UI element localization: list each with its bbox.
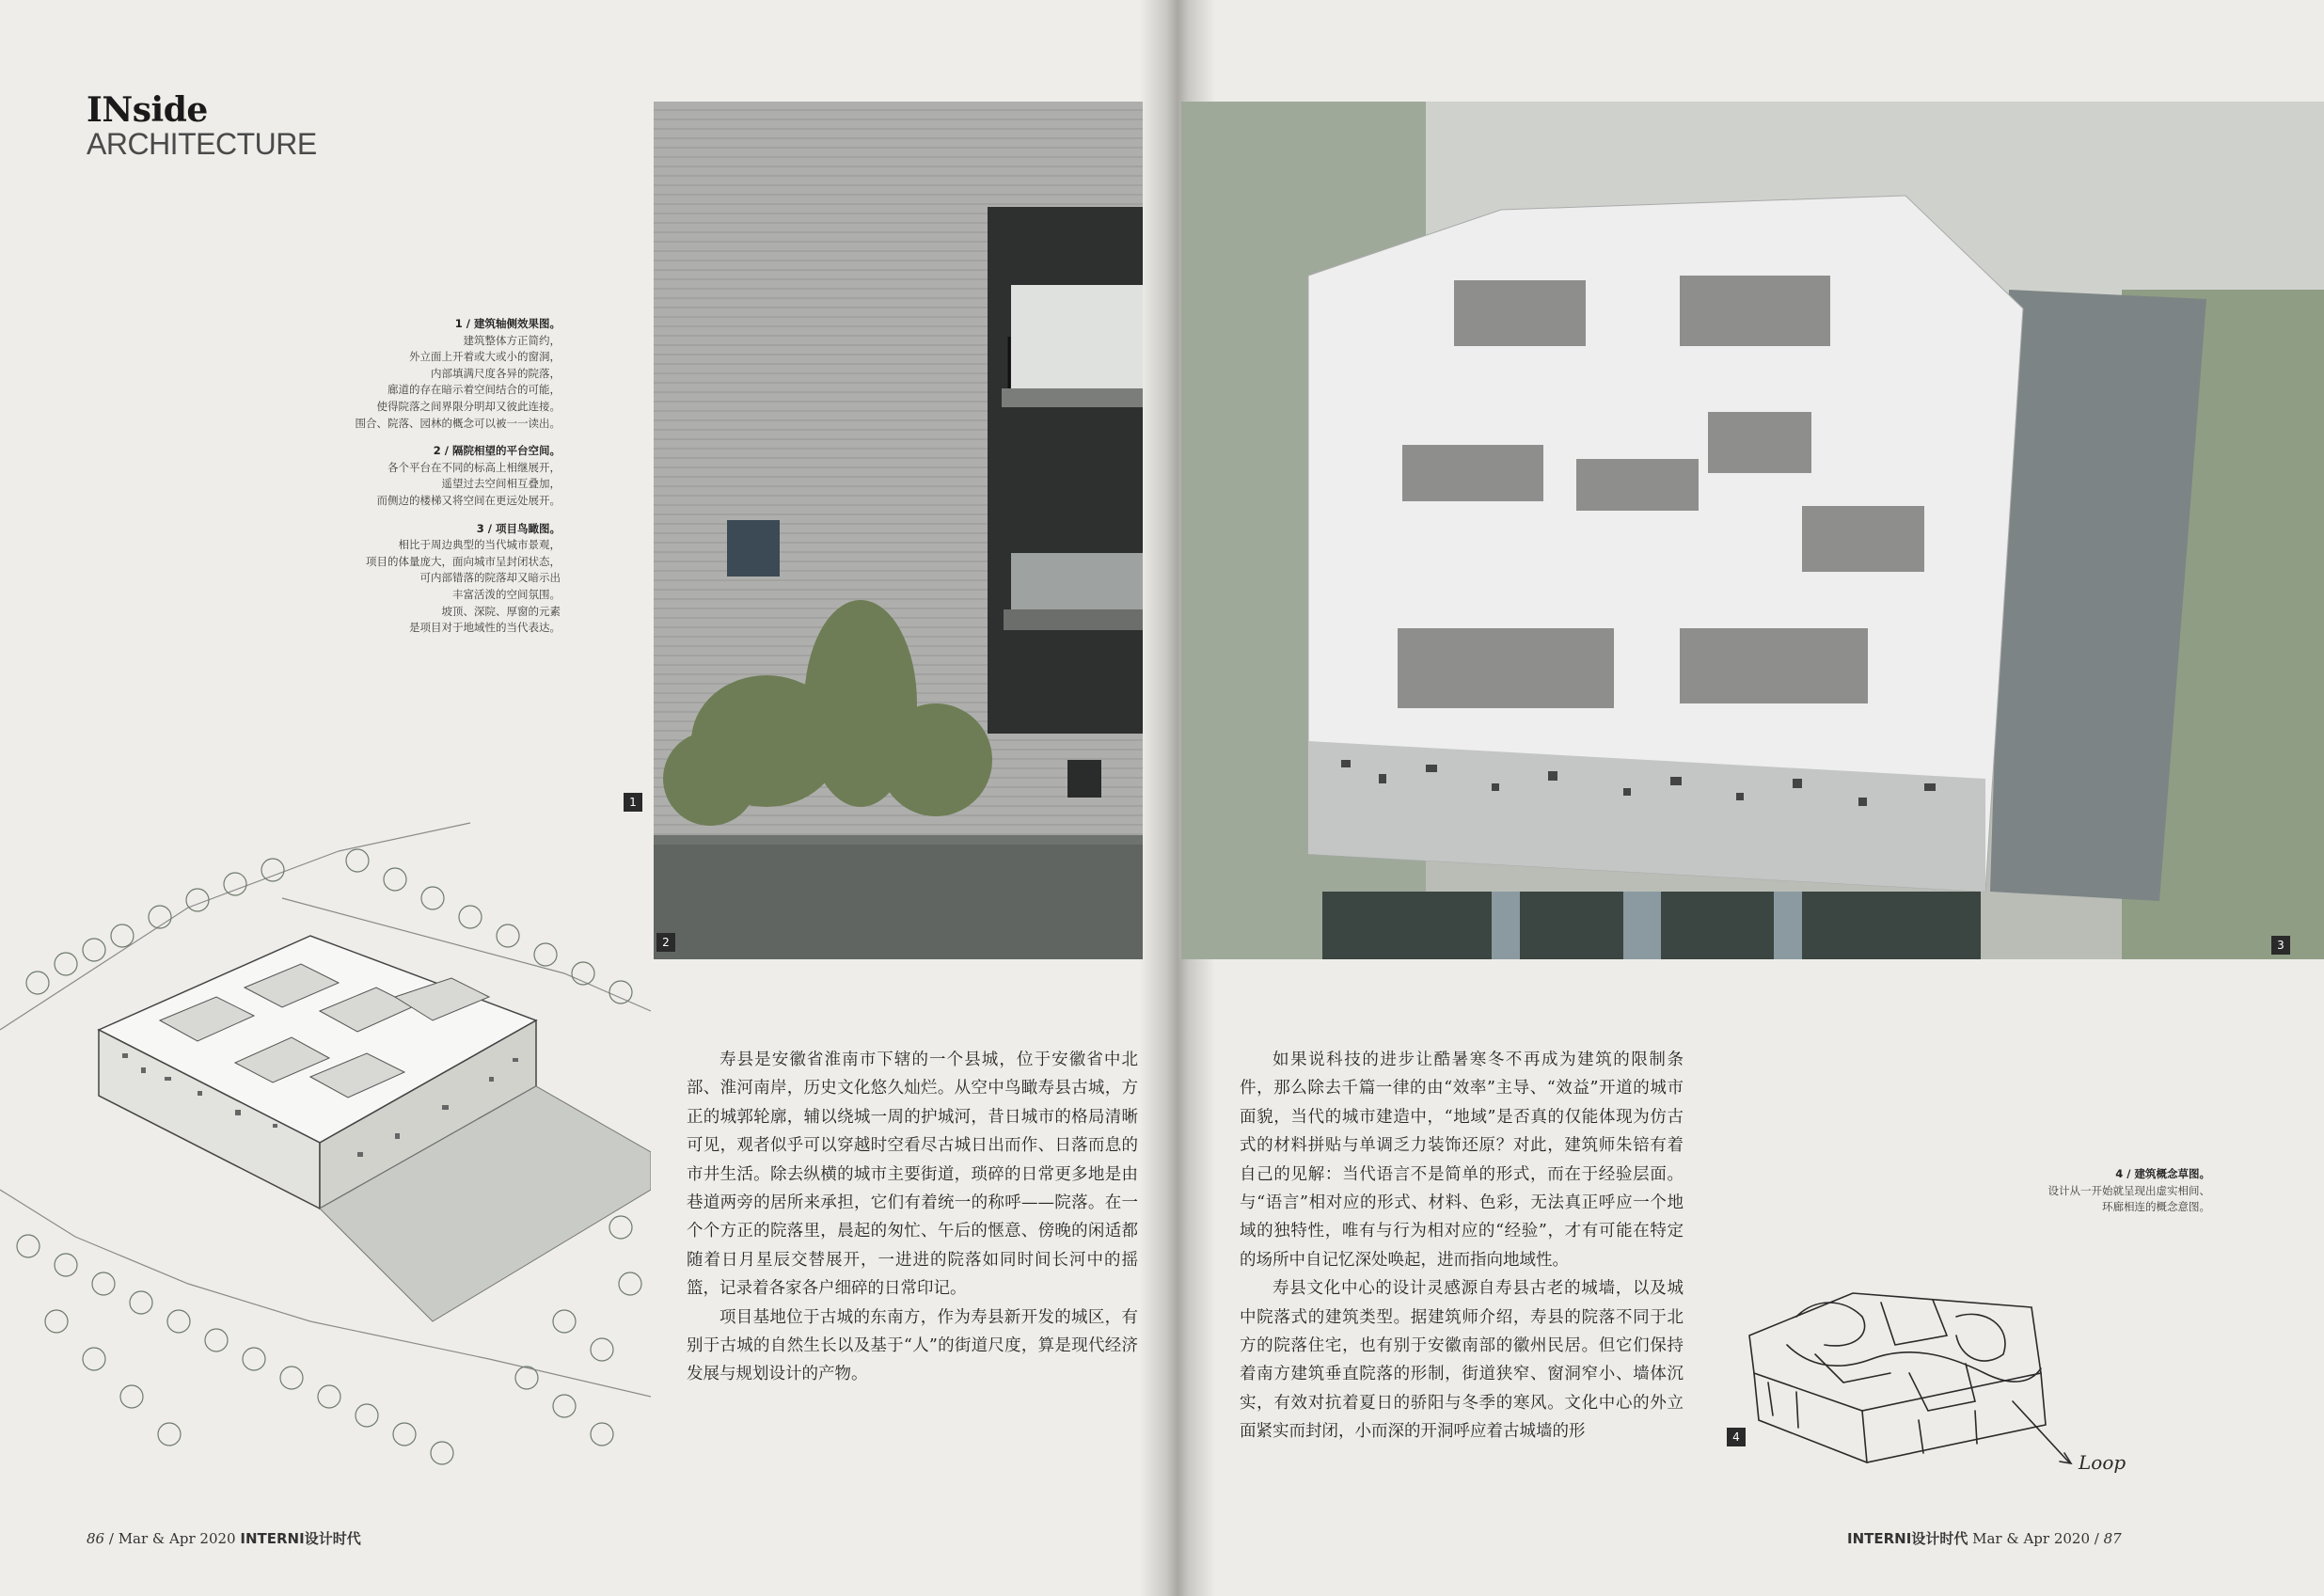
article-body-right bbox=[1240, 1046, 1684, 1446]
caption-line: 是项目对于地域性的当代表达。 bbox=[409, 621, 561, 635]
caption-line: 1 / 建筑轴侧效果图。 bbox=[454, 317, 561, 330]
caption-line: 围合、院落、园林的概念可以被一一读出。 bbox=[355, 416, 561, 430]
magazine-name-cn-right: 设计时代 bbox=[1911, 1530, 1968, 1547]
article-paragraph: 如果说科技的进步让酷暑寒冬不再成为建筑的限制条件，那么除去千篇一律的由“效率”主导、“效益”开道的城市面貌，当代的城市建造中，“地域”是否真的仅能体现为仿古式的材料拼贴与单调乏力装饰还原？对此，建筑师朱锫有着自己的见解：当代语言不是简单的形式，而在于经验层面。与“语言”相对应的形式、材料、色彩，无法真正呼应一个地域的独特性，唯有与行为相对应的“经验”，才有可能在特定的场所中自记忆深处唤起，进而指向地域性。 bbox=[1240, 1051, 1684, 1270]
caption-1 bbox=[282, 316, 561, 432]
caption-line: 2 / 隔院相望的平台空间。 bbox=[433, 444, 561, 458]
caption-line: 建筑整体方正简约， bbox=[463, 333, 561, 347]
caption-line: 丰富活泼的空间氛围。 bbox=[452, 587, 561, 601]
concept-sketch bbox=[1731, 1260, 2126, 1486]
page-number-left: 86 bbox=[87, 1530, 105, 1547]
caption-line: 环廊相连的概念意图。 bbox=[2102, 1200, 2210, 1214]
facade-photo bbox=[654, 102, 1143, 959]
photo-number-1: 1 bbox=[624, 793, 642, 812]
caption-line: 设计从一开始就呈现出虚实相间、 bbox=[2047, 1183, 2210, 1197]
caption-line: 相比于周边典型的当代城市景观， bbox=[398, 538, 561, 552]
sketch-loop-label: Loop bbox=[2079, 1451, 2126, 1474]
photo-number-2: 2 bbox=[656, 933, 675, 952]
article-body-left bbox=[687, 1046, 1138, 1389]
caption-3 bbox=[282, 521, 561, 637]
caption-line: 内部填满尺度各异的院落， bbox=[431, 366, 561, 380]
caption-line: 遥望过去空间相互叠加， bbox=[441, 477, 561, 491]
page-number-right: 87 bbox=[2103, 1530, 2122, 1547]
footer-left: 86 / Mar & Apr 2020 INTERNI设计时代 bbox=[87, 1530, 361, 1547]
caption-line: 而侧边的楼梯又将空间在更远处展开。 bbox=[376, 493, 561, 507]
issue-date-right: Mar & Apr 2020 bbox=[1972, 1530, 2091, 1547]
caption-line: 使得院落之间界限分明却又彼此连接。 bbox=[376, 399, 561, 413]
caption-2 bbox=[282, 443, 561, 509]
article-paragraph: 寿县是安徽省淮南市下辖的一个县城，位于安徽省中北部、淮河南岸，历史文化悠久灿烂。从空中鸟瞰寿县古城，方正的城郭轮廓，辅以绕城一周的护城河，昔日城市的格局清晰可见，观者似乎可以穿越时空看尽古城日出而作、日落而息的市井生活。除去纵横的城市主要街道，琐碎的日常更多地是由巷道两旁的居所来承担，它们有着统一的称呼——院落。在一个个方正的院落里，晨起的匆忙、午后的惬意、傍晚的闲适都随着日月星辰交替展开，一进进的院落如同时间长河中的摇篮，记录着各家各户细碎的日常印记。 bbox=[687, 1051, 1138, 1299]
section-title-inside: INside bbox=[87, 90, 208, 130]
magazine-name-left: INTERNI bbox=[240, 1530, 305, 1547]
aerial-photo bbox=[1181, 102, 2324, 959]
article-paragraph: 寿县文化中心的设计灵感源自寿县古老的城墙，以及城中院落式的建筑类型。据建筑师介绍，寿县的院落不同于北方的院落住宅，也有别于安徽南部的徽州民居。但它们保持着南方建筑垂直院落的形制，街道狭窄、窗洞窄小、墙体沉实，有效对抗着夏日的骄阳与冬季的寒风。文化中心的外立面紧实而封闭，小而深的开洞呼应着古城墙的形 bbox=[1240, 1279, 1684, 1442]
caption-line: 廊道的存在暗示着空间结合的可能， bbox=[387, 383, 561, 397]
photo-captions-left bbox=[282, 316, 561, 648]
magazine-section-header bbox=[87, 92, 317, 160]
caption-line: 坡顶、深院、厚窗的元素 bbox=[441, 604, 561, 618]
caption-line: 4 / 建筑概念草图。 bbox=[2115, 1167, 2210, 1180]
photo-number-3: 3 bbox=[2271, 936, 2290, 955]
magazine-name-right: INTERNI bbox=[1847, 1530, 1912, 1547]
caption-line: 可内部错落的院落却又暗示出 bbox=[419, 571, 561, 585]
caption-line: 外立面上开着或大或小的窗洞， bbox=[409, 350, 561, 364]
issue-date-left: Mar & Apr 2020 bbox=[118, 1530, 236, 1547]
caption-line: 各个平台在不同的标高上相继展开， bbox=[387, 460, 561, 474]
caption-4 bbox=[1928, 1166, 2210, 1216]
magazine-name-cn-left: 设计时代 bbox=[304, 1530, 361, 1547]
footer-right: INTERNI设计时代 Mar & Apr 2020 / 87 bbox=[1847, 1530, 2122, 1547]
section-title-architecture: ARCHITECTURE bbox=[87, 127, 317, 161]
article-paragraph: 项目基地位于古城的东南方，作为寿县新开发的城区，有别于古城的自然生长以及基于“人”的街道尺度，算是现代经济发展与规划设计的产物。 bbox=[687, 1307, 1138, 1384]
axonometric-drawing bbox=[0, 795, 651, 1491]
caption-line: 3 / 项目鸟瞰图。 bbox=[476, 521, 561, 535]
photo-number-4: 4 bbox=[1727, 1428, 1746, 1446]
caption-line: 项目的体量庞大，面向城市呈封闭状态， bbox=[366, 554, 561, 568]
